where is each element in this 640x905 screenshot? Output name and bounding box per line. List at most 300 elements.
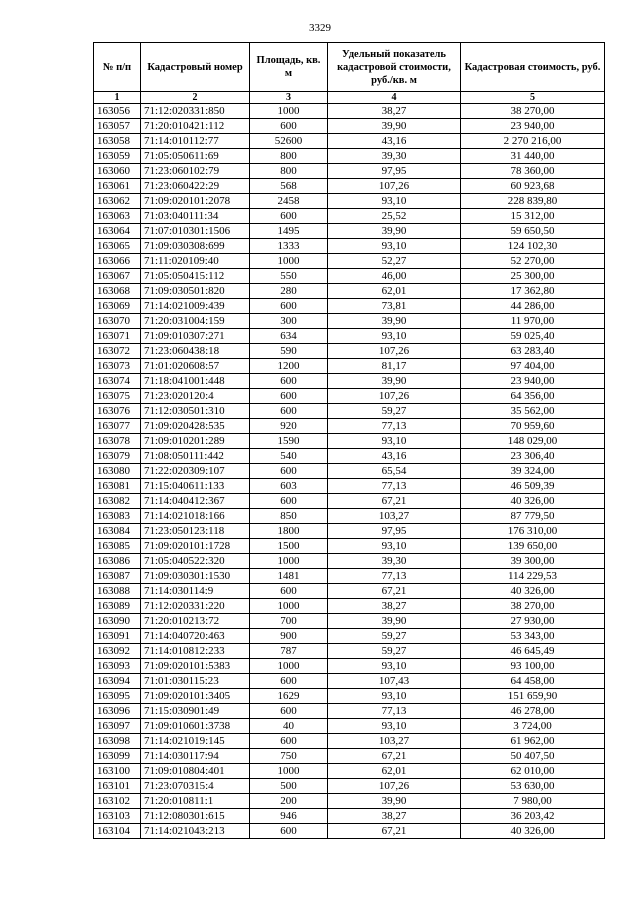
cadastral-value: 52 270,00 bbox=[461, 254, 605, 269]
table-row bbox=[94, 824, 605, 839]
cadastral-value: 53 343,00 bbox=[461, 629, 605, 644]
unit-value: 67,21 bbox=[328, 824, 461, 839]
unit-value: 107,26 bbox=[328, 779, 461, 794]
cadastral-number: 71:14:030117:94 bbox=[141, 749, 250, 764]
row-index: 163063 bbox=[94, 209, 141, 224]
row-index: 163094 bbox=[94, 674, 141, 689]
row-index: 163065 bbox=[94, 239, 141, 254]
row-index: 163066 bbox=[94, 254, 141, 269]
row-index: 163099 bbox=[94, 749, 141, 764]
cadastral-value: 53 630,00 bbox=[461, 779, 605, 794]
area: 920 bbox=[250, 419, 328, 434]
row-index: 163101 bbox=[94, 779, 141, 794]
cadastral-value: 63 283,40 bbox=[461, 344, 605, 359]
unit-value: 93,10 bbox=[328, 689, 461, 704]
unit-value: 107,26 bbox=[328, 179, 461, 194]
cadastral-number: 71:14:021018:166 bbox=[141, 509, 250, 524]
unit-value: 39,30 bbox=[328, 149, 461, 164]
area: 500 bbox=[250, 779, 328, 794]
column-number: 1 bbox=[94, 92, 141, 104]
cadastral-value: 31 440,00 bbox=[461, 149, 605, 164]
row-index: 163086 bbox=[94, 554, 141, 569]
table-row bbox=[94, 119, 605, 134]
area: 1000 bbox=[250, 104, 328, 119]
area: 600 bbox=[250, 584, 328, 599]
row-index: 163062 bbox=[94, 194, 141, 209]
row-index: 163068 bbox=[94, 284, 141, 299]
unit-value: 67,21 bbox=[328, 494, 461, 509]
cadastral-number: 71:09:030301:1530 bbox=[141, 569, 250, 584]
cadastral-number: 71:09:030308:699 bbox=[141, 239, 250, 254]
unit-value: 93,10 bbox=[328, 239, 461, 254]
row-index: 163103 bbox=[94, 809, 141, 824]
row-index: 163059 bbox=[94, 149, 141, 164]
cadastral-number: 71:15:040611:133 bbox=[141, 479, 250, 494]
table-row bbox=[94, 164, 605, 179]
cadastral-number: 71:15:030901:49 bbox=[141, 704, 250, 719]
cadastral-number: 71:14:010812:233 bbox=[141, 644, 250, 659]
cadastral-number: 71:09:030501:820 bbox=[141, 284, 250, 299]
cadastral-number: 71:20:010213:72 bbox=[141, 614, 250, 629]
cadastral-number: 71:23:020120:4 bbox=[141, 389, 250, 404]
cadastral-number: 71:09:020101:1728 bbox=[141, 539, 250, 554]
area: 787 bbox=[250, 644, 328, 659]
table-row bbox=[94, 224, 605, 239]
unit-value: 25,52 bbox=[328, 209, 461, 224]
row-index: 163064 bbox=[94, 224, 141, 239]
cadastral-number: 71:01:030115:23 bbox=[141, 674, 250, 689]
cadastral-number: 71:09:020428:535 bbox=[141, 419, 250, 434]
area: 52600 bbox=[250, 134, 328, 149]
table-row bbox=[94, 779, 605, 794]
table-row bbox=[94, 644, 605, 659]
unit-value: 93,10 bbox=[328, 659, 461, 674]
cadastral-number: 71:20:031004:159 bbox=[141, 314, 250, 329]
unit-value: 39,90 bbox=[328, 224, 461, 239]
cadastral-value: 36 203,42 bbox=[461, 809, 605, 824]
row-index: 163058 bbox=[94, 134, 141, 149]
unit-value: 103,27 bbox=[328, 509, 461, 524]
area: 600 bbox=[250, 674, 328, 689]
cadastral-number: 71:05:040522:320 bbox=[141, 554, 250, 569]
area: 200 bbox=[250, 794, 328, 809]
cadastral-value: 176 310,00 bbox=[461, 524, 605, 539]
area: 634 bbox=[250, 329, 328, 344]
row-index: 163096 bbox=[94, 704, 141, 719]
unit-value: 39,90 bbox=[328, 314, 461, 329]
cadastral-value: 61 962,00 bbox=[461, 734, 605, 749]
cadastral-number: 71:09:010804:401 bbox=[141, 764, 250, 779]
table-row bbox=[94, 404, 605, 419]
cadastral-number: 71:09:010201:289 bbox=[141, 434, 250, 449]
cadastral-value: 2 270 216,00 bbox=[461, 134, 605, 149]
area: 900 bbox=[250, 629, 328, 644]
unit-value: 93,10 bbox=[328, 719, 461, 734]
table-row bbox=[94, 524, 605, 539]
area: 946 bbox=[250, 809, 328, 824]
table-row bbox=[94, 434, 605, 449]
table-row bbox=[94, 299, 605, 314]
unit-value: 97,95 bbox=[328, 164, 461, 179]
cadastral-value: 46 509,39 bbox=[461, 479, 605, 494]
area: 1481 bbox=[250, 569, 328, 584]
unit-value: 77,13 bbox=[328, 704, 461, 719]
table-row bbox=[94, 794, 605, 809]
unit-value: 59,27 bbox=[328, 644, 461, 659]
cadastral-number: 71:23:060422:29 bbox=[141, 179, 250, 194]
table-row bbox=[94, 749, 605, 764]
area: 600 bbox=[250, 494, 328, 509]
row-index: 163084 bbox=[94, 524, 141, 539]
cadastral-number: 71:05:050415:112 bbox=[141, 269, 250, 284]
unit-value: 59,27 bbox=[328, 629, 461, 644]
unit-value: 43,16 bbox=[328, 449, 461, 464]
cadastral-number: 71:09:010307:271 bbox=[141, 329, 250, 344]
cadastral-value: 228 839,80 bbox=[461, 194, 605, 209]
area: 700 bbox=[250, 614, 328, 629]
cadastral-value: 17 362,80 bbox=[461, 284, 605, 299]
unit-value: 62,01 bbox=[328, 284, 461, 299]
table-row bbox=[94, 614, 605, 629]
table-row bbox=[94, 329, 605, 344]
cadastral-number: 71:22:020309:107 bbox=[141, 464, 250, 479]
cadastral-value: 46 645,49 bbox=[461, 644, 605, 659]
area: 850 bbox=[250, 509, 328, 524]
cadastral-value: 40 326,00 bbox=[461, 494, 605, 509]
cadastral-number: 71:14:021043:213 bbox=[141, 824, 250, 839]
area: 1629 bbox=[250, 689, 328, 704]
cadastral-value: 39 324,00 bbox=[461, 464, 605, 479]
cadastral-number: 71:09:010601:3738 bbox=[141, 719, 250, 734]
table-row bbox=[94, 629, 605, 644]
cadastral-value: 46 278,00 bbox=[461, 704, 605, 719]
row-index: 163074 bbox=[94, 374, 141, 389]
cadastral-value: 64 458,00 bbox=[461, 674, 605, 689]
unit-value: 93,10 bbox=[328, 329, 461, 344]
cadastral-number: 71:20:010811:1 bbox=[141, 794, 250, 809]
area: 600 bbox=[250, 374, 328, 389]
cadastral-number: 71:12:020331:220 bbox=[141, 599, 250, 614]
table-row bbox=[94, 134, 605, 149]
header-unit-value: Удельный показатель кадастровой стоимости, руб./кв. м bbox=[328, 43, 461, 92]
area: 600 bbox=[250, 464, 328, 479]
unit-value: 39,30 bbox=[328, 554, 461, 569]
unit-value: 39,90 bbox=[328, 614, 461, 629]
row-index: 163087 bbox=[94, 569, 141, 584]
row-index: 163089 bbox=[94, 599, 141, 614]
row-index: 163090 bbox=[94, 614, 141, 629]
unit-value: 39,90 bbox=[328, 794, 461, 809]
unit-value: 93,10 bbox=[328, 194, 461, 209]
area: 1000 bbox=[250, 659, 328, 674]
cadastral-value: 38 270,00 bbox=[461, 104, 605, 119]
cadastral-value: 40 326,00 bbox=[461, 584, 605, 599]
row-index: 163082 bbox=[94, 494, 141, 509]
area: 600 bbox=[250, 704, 328, 719]
cadastral-value: 139 650,00 bbox=[461, 539, 605, 554]
cadastral-number: 71:03:040111:34 bbox=[141, 209, 250, 224]
header-area: Площадь, кв. м bbox=[250, 43, 328, 92]
cadastral-number: 71:11:020109:40 bbox=[141, 254, 250, 269]
unit-value: 77,13 bbox=[328, 569, 461, 584]
area: 568 bbox=[250, 179, 328, 194]
unit-value: 67,21 bbox=[328, 749, 461, 764]
row-index: 163081 bbox=[94, 479, 141, 494]
column-number-row bbox=[94, 92, 605, 104]
table-row bbox=[94, 104, 605, 119]
cadastral-value: 44 286,00 bbox=[461, 299, 605, 314]
row-index: 163093 bbox=[94, 659, 141, 674]
cadastral-value: 87 779,50 bbox=[461, 509, 605, 524]
area: 600 bbox=[250, 299, 328, 314]
area: 1333 bbox=[250, 239, 328, 254]
cadastral-value-table bbox=[93, 42, 605, 839]
cadastral-number: 71:09:020101:3405 bbox=[141, 689, 250, 704]
table-row bbox=[94, 494, 605, 509]
unit-value: 81,17 bbox=[328, 359, 461, 374]
table-row bbox=[94, 359, 605, 374]
table-row bbox=[94, 389, 605, 404]
row-index: 163088 bbox=[94, 584, 141, 599]
unit-value: 39,90 bbox=[328, 374, 461, 389]
header-index: № п/п bbox=[94, 43, 141, 92]
area: 603 bbox=[250, 479, 328, 494]
cadastral-number: 71:18:041001:448 bbox=[141, 374, 250, 389]
cadastral-value: 70 959,60 bbox=[461, 419, 605, 434]
area: 590 bbox=[250, 344, 328, 359]
table-row bbox=[94, 554, 605, 569]
row-index: 163083 bbox=[94, 509, 141, 524]
row-index: 163056 bbox=[94, 104, 141, 119]
area: 2458 bbox=[250, 194, 328, 209]
table-row bbox=[94, 254, 605, 269]
cadastral-number: 71:20:010421:112 bbox=[141, 119, 250, 134]
cadastral-value: 59 650,50 bbox=[461, 224, 605, 239]
cadastral-value: 62 010,00 bbox=[461, 764, 605, 779]
cadastral-number: 71:09:020101:5383 bbox=[141, 659, 250, 674]
area: 600 bbox=[250, 404, 328, 419]
table-row bbox=[94, 239, 605, 254]
cadastral-number: 71:12:080301:615 bbox=[141, 809, 250, 824]
unit-value: 107,43 bbox=[328, 674, 461, 689]
row-index: 163098 bbox=[94, 734, 141, 749]
unit-value: 103,27 bbox=[328, 734, 461, 749]
unit-value: 52,27 bbox=[328, 254, 461, 269]
cadastral-value: 114 229,53 bbox=[461, 569, 605, 584]
area: 1500 bbox=[250, 539, 328, 554]
unit-value: 39,90 bbox=[328, 119, 461, 134]
row-index: 163070 bbox=[94, 314, 141, 329]
unit-value: 93,10 bbox=[328, 539, 461, 554]
cadastral-value: 50 407,50 bbox=[461, 749, 605, 764]
area: 1000 bbox=[250, 254, 328, 269]
cadastral-value: 25 300,00 bbox=[461, 269, 605, 284]
area: 550 bbox=[250, 269, 328, 284]
column-number: 2 bbox=[141, 92, 250, 104]
column-number: 4 bbox=[328, 92, 461, 104]
cadastral-value: 23 940,00 bbox=[461, 119, 605, 134]
area: 800 bbox=[250, 149, 328, 164]
cadastral-value: 151 659,90 bbox=[461, 689, 605, 704]
unit-value: 77,13 bbox=[328, 419, 461, 434]
row-index: 163097 bbox=[94, 719, 141, 734]
row-index: 163076 bbox=[94, 404, 141, 419]
unit-value: 107,26 bbox=[328, 344, 461, 359]
header-cadastral-value: Кадастровая стоимость, руб. bbox=[461, 43, 605, 92]
cadastral-number: 71:09:020101:2078 bbox=[141, 194, 250, 209]
row-index: 163095 bbox=[94, 689, 141, 704]
table-row bbox=[94, 314, 605, 329]
table-row bbox=[94, 149, 605, 164]
table-row bbox=[94, 449, 605, 464]
area: 600 bbox=[250, 824, 328, 839]
cadastral-value: 15 312,00 bbox=[461, 209, 605, 224]
cadastral-value: 78 360,00 bbox=[461, 164, 605, 179]
row-index: 163100 bbox=[94, 764, 141, 779]
table-row bbox=[94, 464, 605, 479]
table-row bbox=[94, 419, 605, 434]
area: 1800 bbox=[250, 524, 328, 539]
area: 1000 bbox=[250, 764, 328, 779]
unit-value: 65,54 bbox=[328, 464, 461, 479]
cadastral-number: 71:14:030114:9 bbox=[141, 584, 250, 599]
table-row bbox=[94, 704, 605, 719]
cadastral-value: 97 404,00 bbox=[461, 359, 605, 374]
cadastral-value: 27 930,00 bbox=[461, 614, 605, 629]
unit-value: 77,13 bbox=[328, 479, 461, 494]
cadastral-value: 3 724,00 bbox=[461, 719, 605, 734]
unit-value: 67,21 bbox=[328, 584, 461, 599]
area: 600 bbox=[250, 119, 328, 134]
area: 300 bbox=[250, 314, 328, 329]
table-row bbox=[94, 539, 605, 554]
cadastral-number: 71:23:060438:18 bbox=[141, 344, 250, 359]
table-row bbox=[94, 719, 605, 734]
table-row bbox=[94, 179, 605, 194]
row-index: 163071 bbox=[94, 329, 141, 344]
cadastral-number: 71:12:020331:850 bbox=[141, 104, 250, 119]
table-row bbox=[94, 569, 605, 584]
cadastral-value: 11 970,00 bbox=[461, 314, 605, 329]
cadastral-value: 23 306,40 bbox=[461, 449, 605, 464]
area: 1590 bbox=[250, 434, 328, 449]
area: 600 bbox=[250, 209, 328, 224]
table-row bbox=[94, 479, 605, 494]
cadastral-number: 71:14:021009:439 bbox=[141, 299, 250, 314]
unit-value: 46,00 bbox=[328, 269, 461, 284]
cadastral-value: 148 029,00 bbox=[461, 434, 605, 449]
cadastral-value: 39 300,00 bbox=[461, 554, 605, 569]
cadastral-number: 71:07:010301:1506 bbox=[141, 224, 250, 239]
table-row bbox=[94, 599, 605, 614]
row-index: 163080 bbox=[94, 464, 141, 479]
unit-value: 62,01 bbox=[328, 764, 461, 779]
cadastral-number: 71:23:070315:4 bbox=[141, 779, 250, 794]
table-row bbox=[94, 344, 605, 359]
table-row bbox=[94, 194, 605, 209]
cadastral-number: 71:14:040720:463 bbox=[141, 629, 250, 644]
unit-value: 73,81 bbox=[328, 299, 461, 314]
cadastral-value: 35 562,00 bbox=[461, 404, 605, 419]
column-number: 5 bbox=[461, 92, 605, 104]
area: 1000 bbox=[250, 554, 328, 569]
row-index: 163102 bbox=[94, 794, 141, 809]
header-row bbox=[94, 43, 605, 92]
area: 280 bbox=[250, 284, 328, 299]
area: 1200 bbox=[250, 359, 328, 374]
table-row bbox=[94, 269, 605, 284]
row-index: 163072 bbox=[94, 344, 141, 359]
cadastral-number: 71:08:050111:442 bbox=[141, 449, 250, 464]
table-row bbox=[94, 674, 605, 689]
cadastral-number: 71:23:060102:79 bbox=[141, 164, 250, 179]
cadastral-value: 40 326,00 bbox=[461, 824, 605, 839]
area: 600 bbox=[250, 734, 328, 749]
row-index: 163061 bbox=[94, 179, 141, 194]
table-row bbox=[94, 374, 605, 389]
column-number: 3 bbox=[250, 92, 328, 104]
area: 1000 bbox=[250, 599, 328, 614]
table-body bbox=[94, 104, 605, 839]
row-index: 163067 bbox=[94, 269, 141, 284]
row-index: 163079 bbox=[94, 449, 141, 464]
cadastral-value: 93 100,00 bbox=[461, 659, 605, 674]
row-index: 163077 bbox=[94, 419, 141, 434]
table-row bbox=[94, 809, 605, 824]
table-row bbox=[94, 284, 605, 299]
table-row bbox=[94, 764, 605, 779]
cadastral-number: 71:12:030501:310 bbox=[141, 404, 250, 419]
row-index: 163073 bbox=[94, 359, 141, 374]
row-index: 163075 bbox=[94, 389, 141, 404]
unit-value: 107,26 bbox=[328, 389, 461, 404]
cadastral-number: 71:14:010112:77 bbox=[141, 134, 250, 149]
page-number: 3329 bbox=[309, 22, 331, 34]
cadastral-value: 124 102,30 bbox=[461, 239, 605, 254]
row-index: 163060 bbox=[94, 164, 141, 179]
unit-value: 43,16 bbox=[328, 134, 461, 149]
unit-value: 38,27 bbox=[328, 809, 461, 824]
table-row bbox=[94, 584, 605, 599]
table-row bbox=[94, 734, 605, 749]
area: 800 bbox=[250, 164, 328, 179]
row-index: 163078 bbox=[94, 434, 141, 449]
row-index: 163092 bbox=[94, 644, 141, 659]
unit-value: 38,27 bbox=[328, 599, 461, 614]
cadastral-value: 59 025,40 bbox=[461, 329, 605, 344]
row-index: 163069 bbox=[94, 299, 141, 314]
row-index: 163057 bbox=[94, 119, 141, 134]
table-row bbox=[94, 509, 605, 524]
cadastral-number: 71:14:021019:145 bbox=[141, 734, 250, 749]
row-index: 163085 bbox=[94, 539, 141, 554]
cadastral-value: 60 923,68 bbox=[461, 179, 605, 194]
cadastral-value: 23 940,00 bbox=[461, 374, 605, 389]
cadastral-number: 71:14:040412:367 bbox=[141, 494, 250, 509]
cadastral-number: 71:05:050611:69 bbox=[141, 149, 250, 164]
cadastral-number: 71:01:020608:57 bbox=[141, 359, 250, 374]
row-index: 163104 bbox=[94, 824, 141, 839]
unit-value: 97,95 bbox=[328, 524, 461, 539]
cadastral-value: 38 270,00 bbox=[461, 599, 605, 614]
unit-value: 93,10 bbox=[328, 434, 461, 449]
table-row bbox=[94, 209, 605, 224]
unit-value: 59,27 bbox=[328, 404, 461, 419]
table-row bbox=[94, 689, 605, 704]
table-row bbox=[94, 659, 605, 674]
cadastral-number: 71:23:050123:118 bbox=[141, 524, 250, 539]
area: 600 bbox=[250, 389, 328, 404]
